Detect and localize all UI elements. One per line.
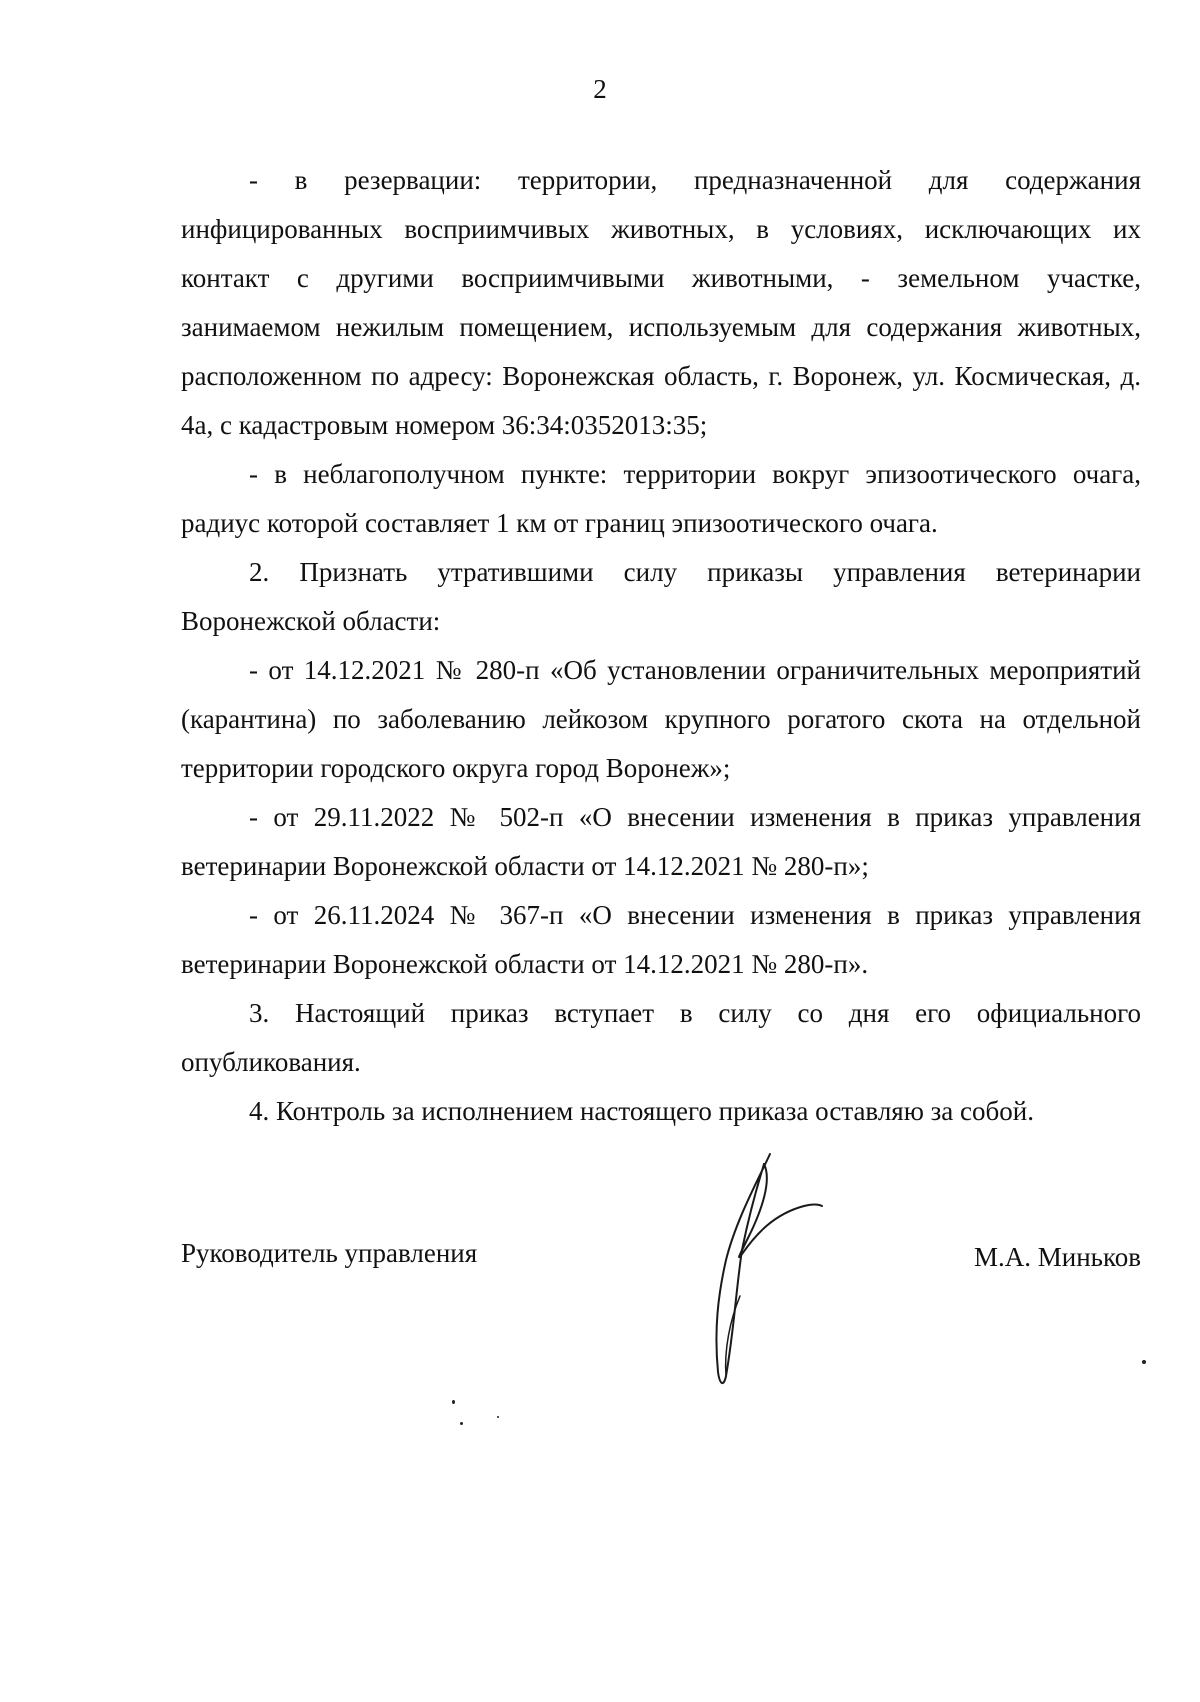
signatory-name: М.А. Миньков [974, 1242, 1141, 1272]
document-body [181, 156, 1141, 1136]
page-number: 2 [593, 74, 607, 104]
signature-block [181, 1236, 1141, 1286]
paragraph-order-280: - от 14.12.2021 № 280-п «Об установлении ограничительных мероприятий (карантина) по заболеванию лейкозом крупного рогатого скота на отдельной территории городского округа город Воронеж»; [181, 655, 1141, 783]
scan-speck [497, 1416, 499, 1418]
scan-speck [1142, 1360, 1146, 1364]
scan-speck [460, 1422, 463, 1425]
paragraph-reservation: - в резервации: территории, предназначенной для содержания инфицированных восприимчивых животных, в условиях, исключающих их контакт с другими восприимчивыми животными, - земельном участке, занимаемом нежилым помещением, используемым для содержания животных, расположенном по адресу: Воронежская область, г. Воронеж, ул. Космическая, д. 4а, с кадастровым номером 36:34:0352013:35; [181, 165, 1141, 440]
paragraph-unfavorable-point: - в неблагополучном пункте: территории вокруг эпизоотического очага, радиус которой составляет 1 км от границ эпизоотического очага. [181, 459, 1141, 538]
paragraph-order-502: - от 29.11.2022 № 502-п «О внесении изменения в приказ управления ветеринарии Воронежской области от 14.12.2021 № 280-п»; [181, 802, 1141, 881]
signatory-position: Руководитель управления [181, 1238, 478, 1268]
paragraph-item-3: 3. Настоящий приказ вступает в силу со дня его официального опубликования. [181, 998, 1141, 1077]
handwritten-signature [700, 1150, 830, 1390]
paragraph-order-367: - от 26.11.2024 № 367-п «О внесении изменения в приказ управления ветеринарии Воронежской области от 14.12.2021 № 280-п». [181, 900, 1141, 979]
paragraph-item-2: 2. Признать утратившими силу приказы управления ветеринарии Воронежской области: [181, 557, 1141, 636]
scan-speck [452, 1400, 455, 1404]
paragraph-item-4: 4. Контроль за исполнением настоящего приказа оставляю за собой. [249, 1096, 1034, 1126]
